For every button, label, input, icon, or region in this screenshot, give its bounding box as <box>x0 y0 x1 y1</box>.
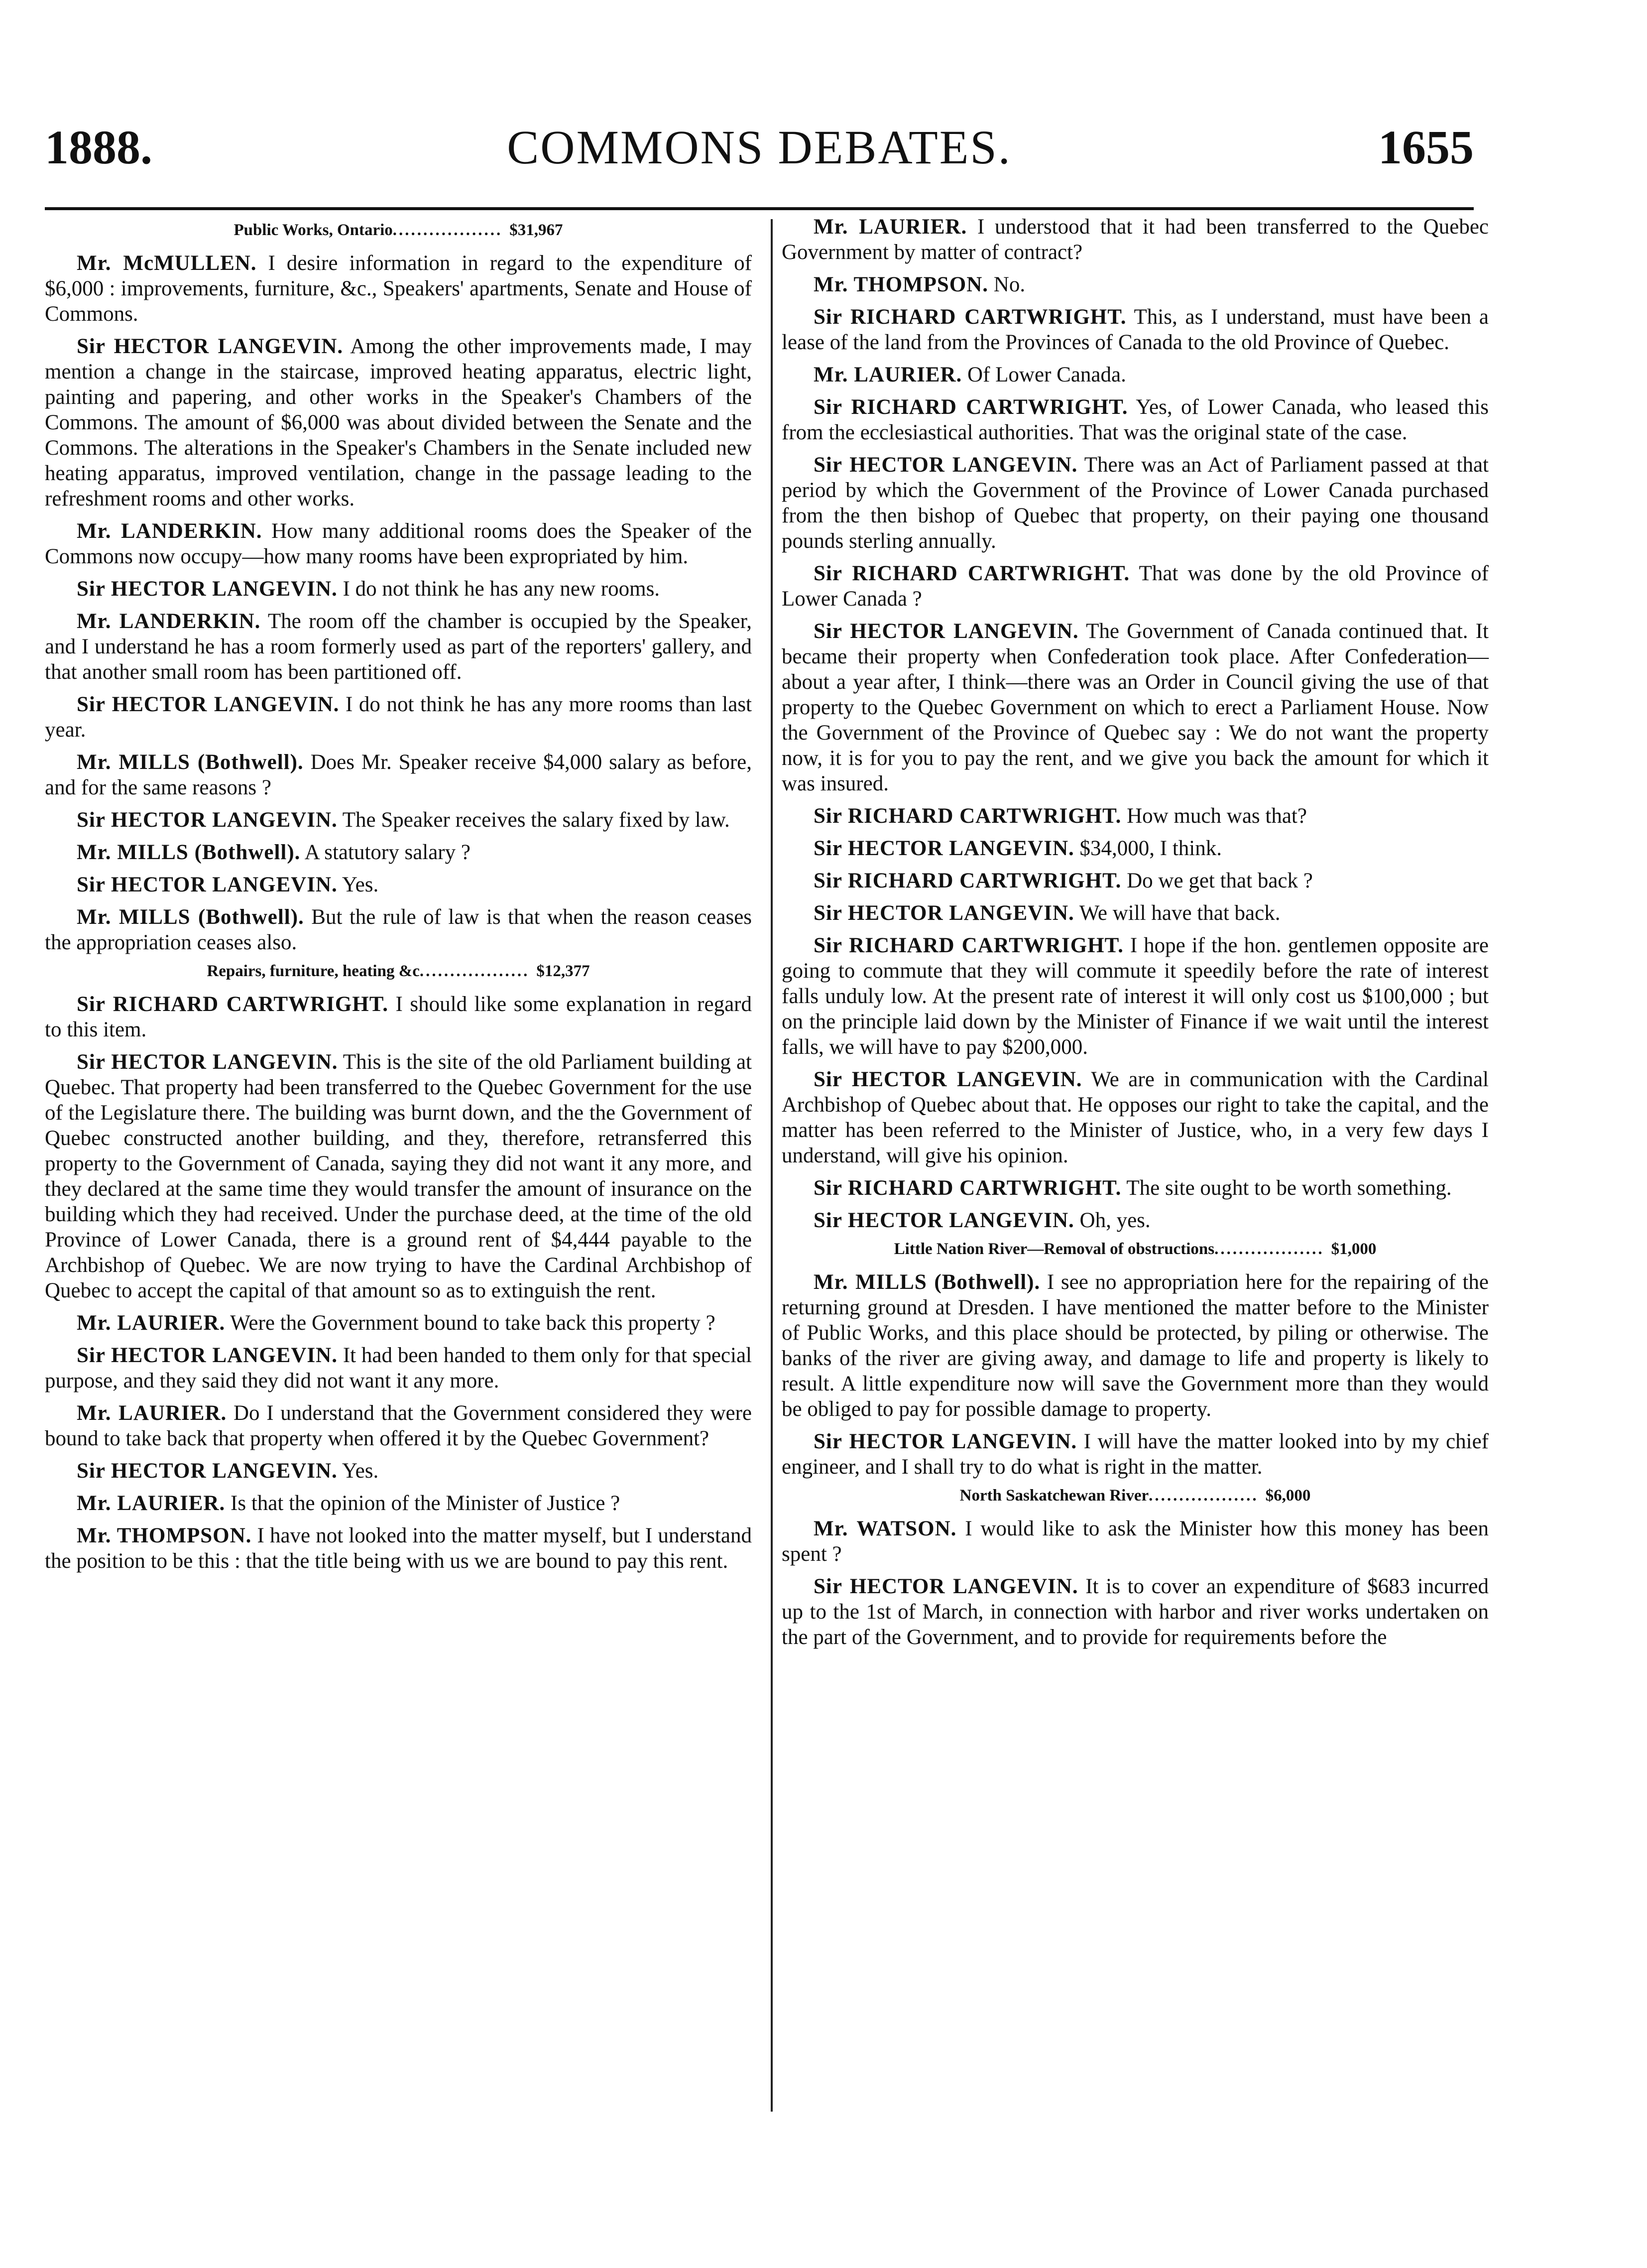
speaker-name: Sir HECTOR LANGEVIN. <box>77 1344 338 1367</box>
speaker-name: Mr. LAURIER. <box>814 363 962 386</box>
item-amount: $1,000 <box>1331 1240 1377 1258</box>
speech-paragraph <box>782 304 1489 355</box>
speaker-name: Sir RICHARD CARTWRIGHT. <box>814 934 1124 957</box>
speech-text: Among the other improvements made, I may mention a change in the staircase, improved heating apparatus, electric light, painting and papering, and other works in the Speaker's Chambers of the Commons. The amount of $6,000 was about divided between the Senate and the Commons. The alterations in the Speaker's Chambers in the Senate included new heating apparatus, improved ventilation, change in the passage leading to the refreshment rooms and other works. <box>45 335 752 510</box>
speech-paragraph <box>782 836 1489 861</box>
speech-text: A statutory salary ? <box>304 841 471 864</box>
speaker-name: Sir HECTOR LANGEVIN. <box>77 1050 338 1074</box>
speech-text: Were the Government bound to take back this property ? <box>230 1311 715 1335</box>
speech-text: Oh, yes. <box>1079 1209 1151 1232</box>
speech-paragraph <box>782 1574 1489 1650</box>
speaker-name: Sir HECTOR LANGEVIN. <box>77 577 338 601</box>
speech-text: I do not think he has any more rooms than last year. <box>45 693 752 742</box>
item-amount: $12,377 <box>536 962 590 980</box>
speech-text: I would like to ask the Minister how this money has been spent ? <box>782 1517 1489 1566</box>
item-label: Public Works, Ontario <box>234 221 393 239</box>
speech-paragraph <box>782 803 1489 829</box>
speaker-name: Mr. LAURIER. <box>77 1311 226 1335</box>
page-header <box>45 110 1474 184</box>
estimate-item <box>782 1240 1489 1259</box>
speaker-name: Sir RICHARD CARTWRIGHT. <box>814 1176 1122 1200</box>
speech-paragraph <box>45 251 752 327</box>
speaker-name: Mr. LANDERKIN. <box>77 610 261 633</box>
estimate-item <box>782 1487 1489 1505</box>
speech-text: How much was that? <box>1127 804 1307 828</box>
speaker-name: Sir HECTOR LANGEVIN. <box>814 620 1079 643</box>
speech-text: I have not looked into the matter myself, but I understand the position to be this : that the title being with us we are bound to pay this rent. <box>45 1524 752 1573</box>
item-amount: $31,967 <box>509 221 563 239</box>
speech-paragraph <box>782 868 1489 893</box>
speech-text: It is to cover an expenditure of $683 incurred up to the 1st of March, in connection with harbor and river works undertaken on the part of the Government, and to provide for requirements before the <box>782 1575 1489 1649</box>
item-label: North Saskatchewan River <box>959 1487 1149 1505</box>
speech-paragraph <box>45 1049 752 1303</box>
speaker-name: Sir RICHARD CARTWRIGHT. <box>814 869 1122 892</box>
speech-paragraph <box>782 214 1489 265</box>
speaker-name: Sir HECTOR LANGEVIN. <box>814 1068 1082 1091</box>
speech-text: Is that the opinion of the Minister of Justice ? <box>231 1492 620 1515</box>
speech-text: The room off the chamber is occupied by the Speaker, and I understand he has a room formerly used as part of the reporters' gallery, and that another small room has been partitioned off. <box>45 610 752 684</box>
speech-paragraph <box>45 518 752 569</box>
estimate-item <box>45 962 752 981</box>
speech-paragraph <box>45 1343 752 1393</box>
speaker-name: Sir RICHARD CARTWRIGHT. <box>77 993 388 1016</box>
speech-paragraph <box>45 992 752 1042</box>
leader-dots: .................. <box>392 221 503 239</box>
speech-text: It had been handed to them only for that special purpose, and they said they did not want it any more. <box>45 1344 752 1392</box>
speech-text: Do I understand that the Government considered they were bound to take back that property when offered it by the Quebec Government? <box>45 1401 752 1450</box>
speaker-name: Mr. THOMPSON. <box>814 273 989 296</box>
speaker-name: Sir HECTOR LANGEVIN. <box>814 1575 1078 1598</box>
speaker-name: Sir HECTOR LANGEVIN. <box>77 335 344 358</box>
speech-paragraph <box>45 807 752 833</box>
speech-text: The Government of Canada continued that. It became their property when Confederation took place. After Confederation—about a year after, I think—there was an Order in Council giving the use of that property to the Quebec Government on which to erect a Parliament House. Now the Government of the Province of Quebec say : We do not want the property now, it is for you to pay the rent, and we give you back the amount for which it was insured. <box>782 620 1489 795</box>
speech-paragraph <box>782 900 1489 926</box>
speech-paragraph <box>782 1208 1489 1233</box>
speech-paragraph <box>45 1491 752 1516</box>
speech-paragraph <box>782 1516 1489 1567</box>
speech-text: Yes. <box>342 873 379 896</box>
speaker-name: Mr. McMULLEN. <box>77 252 257 275</box>
leader-dots: .................. <box>419 962 530 980</box>
speech-text: Do we get that back ? <box>1127 869 1313 892</box>
estimate-item <box>45 221 752 240</box>
speech-paragraph <box>45 692 752 743</box>
speaker-name: Mr. LAURIER. <box>77 1401 227 1425</box>
speech-text: I desire information in regard to the expenditure of $6,000 : improvements, furniture, &c., Speakers' apartments, Senate and House of Commons. <box>45 252 752 326</box>
speaker-name: Sir HECTOR LANGEVIN. <box>814 837 1074 860</box>
speech-text: I understood that it had been transferred to the Quebec Government by matter of contract? <box>782 215 1489 264</box>
speech-text: I should like some explanation in regard to this item. <box>45 993 752 1041</box>
speech-text: $34,000, I think. <box>1079 837 1222 860</box>
speech-text: The site ought to be worth something. <box>1126 1176 1452 1200</box>
speaker-name: Sir HECTOR LANGEVIN. <box>814 1209 1074 1232</box>
speaker-name: Sir HECTOR LANGEVIN. <box>814 453 1078 477</box>
speech-text: I will have the matter looked into by my chief engineer, and I shall try to do what is right in the matter. <box>782 1430 1489 1479</box>
speech-text: This is the site of the old Parliament building at Quebec. That property had been transferred to the Quebec Government for the use of the Legislature there. The building was burnt down, and the the Government of Quebec constructed another building, and they, therefore, retransferred this property to the Government of Canada, saying they did not want it any more, and they declared at the same time they would transfer the amount of insurance on the building which they had received. Under the purchase deed, at the time of the old Province of Lower Canada, there is a ground rent of $4,444 payable to the Archbishop of Quebec. We are now trying to have the Cardinal Archbishop of Quebec to accept the capital of that amount so as to extinguish the rent. <box>45 1050 752 1302</box>
speech-paragraph <box>45 750 752 800</box>
speech-text: No. <box>993 273 1026 296</box>
speaker-name: Mr. WATSON. <box>814 1517 957 1540</box>
header-rule <box>45 207 1474 210</box>
item-amount: $6,000 <box>1265 1487 1311 1505</box>
speech-paragraph <box>45 1310 752 1336</box>
speaker-name: Sir RICHARD CARTWRIGHT. <box>814 305 1127 329</box>
speech-paragraph <box>45 576 752 602</box>
item-label: Repairs, furniture, heating &c <box>207 962 420 980</box>
speech-paragraph <box>782 933 1489 1060</box>
speaker-name: Sir RICHARD CARTWRIGHT. <box>814 395 1128 419</box>
speech-text: This, as I understand, must have been a lease of the land from the Provinces of Canada to the old Province of Quebec. <box>782 305 1489 354</box>
leader-dots: .................. <box>1214 1240 1324 1258</box>
speech-paragraph <box>45 334 752 511</box>
speech-paragraph <box>782 1429 1489 1480</box>
speech-paragraph <box>782 394 1489 445</box>
speech-paragraph <box>782 362 1489 387</box>
speech-text: I see no appropriation here for the repairing of the returning ground at Dresden. I have mentioned the matter before to the Minister of Public Works, and this place should be protected, by piling or otherwise. The banks of the river are giving away, and damage to life and property is likely to result. A little expenditure now will save the Government more than they would be obliged to pay for possible damage to property. <box>782 1270 1489 1421</box>
speech-paragraph <box>45 609 752 685</box>
speech-text: I hope if the hon. gentlemen opposite are going to commute that they will commute it speedily before the rate of interest falls unduly low. At the present rate of interest it will only cost us $100,000 ; but on the principle laid down by the Minister of Finance if we wait until the interest falls, we will have to pay $200,000. <box>782 934 1489 1059</box>
speaker-name: Mr. MILLS (Bothwell). <box>77 841 301 864</box>
speech-paragraph <box>782 1175 1489 1201</box>
speaker-name: Mr. MILLS (Bothwell). <box>814 1270 1041 1294</box>
speaker-name: Mr. MILLS (Bothwell). <box>77 751 304 774</box>
speech-paragraph <box>45 1523 752 1574</box>
speech-paragraph <box>782 619 1489 796</box>
speaker-name: Mr. LAURIER. <box>814 215 967 239</box>
speaker-name: Sir HECTOR LANGEVIN. <box>77 693 340 716</box>
speaker-name: Mr. MILLS (Bothwell). <box>77 905 304 929</box>
speech-paragraph <box>782 1067 1489 1168</box>
speaker-name: Sir HECTOR LANGEVIN. <box>77 808 338 832</box>
speech-text: I do not think he has any new rooms. <box>343 577 660 601</box>
speaker-name: Sir HECTOR LANGEVIN. <box>77 873 338 896</box>
speaker-name: Mr. LAURIER. <box>77 1492 226 1515</box>
speech-text: The Speaker receives the salary fixed by law. <box>342 808 730 832</box>
speech-text: That was done by the old Province of Lower Canada ? <box>782 562 1489 611</box>
speech-text: How many additional rooms does the Speaker of the Commons now occupy—how many rooms have been expropriated by him. <box>45 519 752 568</box>
speaker-name: Sir RICHARD CARTWRIGHT. <box>814 804 1122 828</box>
speaker-name: Mr. THOMPSON. <box>77 1524 252 1547</box>
speech-paragraph <box>782 561 1489 612</box>
speech-paragraph <box>782 1269 1489 1422</box>
speech-text: Of Lower Canada. <box>967 363 1126 386</box>
speech-paragraph <box>45 904 752 955</box>
speech-paragraph <box>782 272 1489 297</box>
column-divider <box>771 219 773 2112</box>
year: 1888. <box>45 121 152 174</box>
speaker-name: Mr. LANDERKIN. <box>77 519 262 543</box>
leader-dots: .................. <box>1149 1487 1259 1505</box>
publication-title: COMMONS DEBATES. <box>507 121 1012 174</box>
page-number: 1655 <box>1378 121 1474 174</box>
speaker-name: Sir HECTOR LANGEVIN. <box>814 901 1074 925</box>
speech-paragraph <box>782 452 1489 554</box>
speech-text: Yes. <box>342 1459 379 1483</box>
speech-text: Yes, of Lower Canada, who leased this from the ecclesiastical authorities. That was the original state of the case. <box>782 395 1489 444</box>
speaker-name: Sir HECTOR LANGEVIN. <box>77 1459 338 1483</box>
speech-paragraph <box>45 1400 752 1451</box>
speech-paragraph <box>45 840 752 865</box>
speech-text: But the rule of law is that when the reason ceases the appropriation ceases also. <box>45 905 752 954</box>
speech-paragraph <box>45 1458 752 1484</box>
item-label: Little Nation River—Removal of obstructions <box>894 1240 1215 1258</box>
left-column <box>45 214 752 1581</box>
speaker-name: Sir HECTOR LANGEVIN. <box>814 1430 1077 1453</box>
speech-text: We will have that back. <box>1079 901 1281 925</box>
right-column <box>782 214 1489 1657</box>
speech-text: There was an Act of Parliament passed at that period by which the Government of the Province of Lower Canada purchased from the then bishop of Quebec that property, on their paying one thousand pounds sterling annually. <box>782 453 1489 553</box>
speech-text: We are in communication with the Cardinal Archbishop of Quebec about that. He opposes our right to take the capital, and the matter has been referred to the Minister of Justice, who, in a very few days I understand, will give his opinion. <box>782 1068 1489 1167</box>
speaker-name: Sir RICHARD CARTWRIGHT. <box>814 562 1130 585</box>
speech-paragraph <box>45 872 752 897</box>
speech-text: Does Mr. Speaker receive $4,000 salary as before, and for the same reasons ? <box>45 751 752 799</box>
